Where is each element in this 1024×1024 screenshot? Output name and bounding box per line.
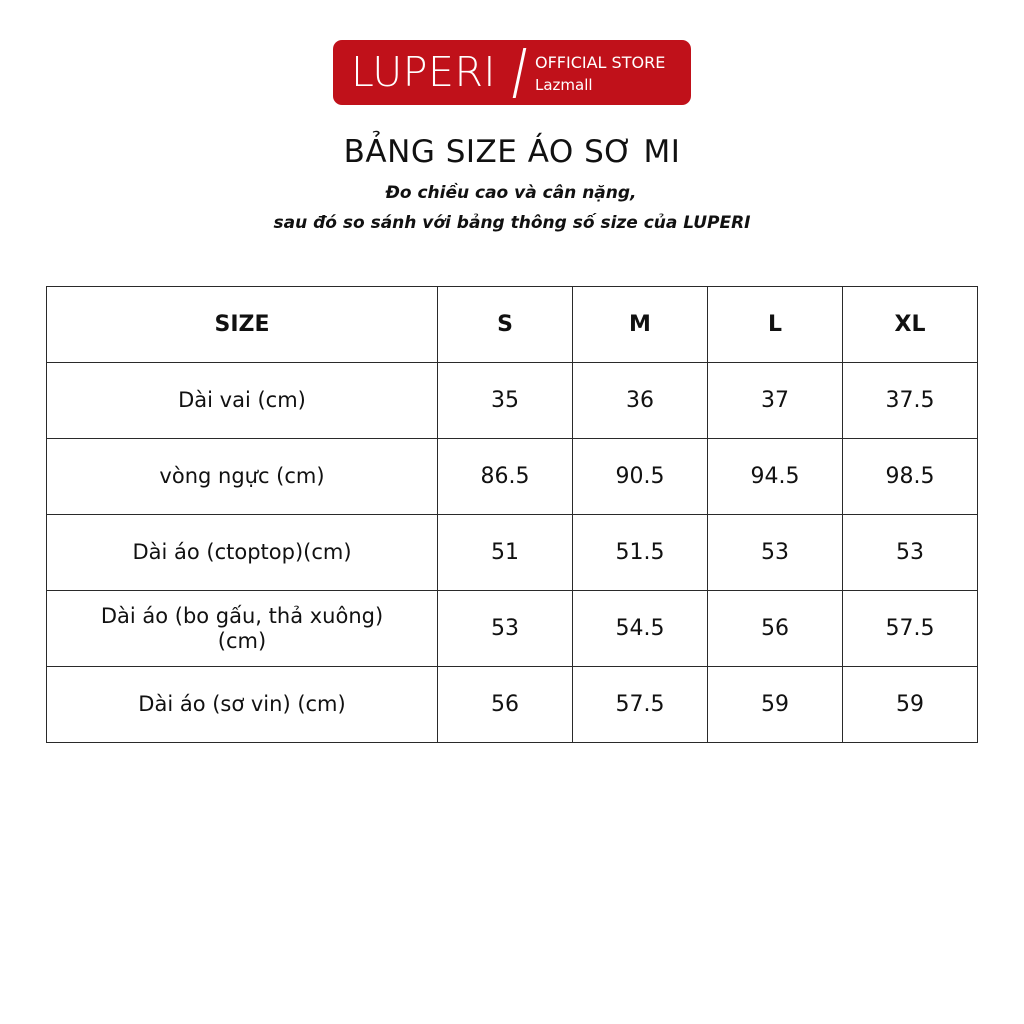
brand-logo (333, 40, 691, 105)
mall-label: Lazmall (535, 76, 593, 94)
brand-name: LUPERI (351, 48, 497, 96)
cell-value: 53 (708, 515, 843, 591)
table-row (47, 439, 978, 515)
row-label: Dài áo (ctoptop)(cm) (47, 515, 438, 591)
cell-value: 36 (573, 363, 708, 439)
row-label: vòng ngực (cm) (47, 439, 438, 515)
cell-value: 57.5 (843, 591, 978, 667)
row-label: Dài áo (sơ vin) (cm) (47, 667, 438, 743)
page-title: BẢNG SIZE ÁO SƠ MI (343, 134, 681, 170)
cell-value: 54.5 (573, 591, 708, 667)
row-label: Dài áo (bo gấu, thả xuông) (cm) (47, 591, 438, 667)
cell-value: 90.5 (573, 439, 708, 515)
cell-value: 94.5 (708, 439, 843, 515)
cell-value: 35 (438, 363, 573, 439)
subtitle-line-1: Đo chiều cao và cân nặng, (385, 183, 637, 203)
cell-value: 37 (708, 363, 843, 439)
table-row (47, 591, 978, 667)
cell-value: 59 (843, 667, 978, 743)
cell-value: 56 (708, 591, 843, 667)
header-size-xl: XL (843, 287, 978, 363)
logo-slash-divider (513, 48, 527, 98)
cell-value: 57.5 (573, 667, 708, 743)
header-row (47, 287, 978, 363)
cell-value: 37.5 (843, 363, 978, 439)
cell-value: 98.5 (843, 439, 978, 515)
header-size-l: L (708, 287, 843, 363)
cell-value: 59 (708, 667, 843, 743)
subtitle-line-2: sau đó so sánh với bảng thông số size của LUPERI (273, 213, 751, 233)
size-table (46, 286, 978, 743)
table-row (47, 363, 978, 439)
header-size-s: S (438, 287, 573, 363)
cell-value: 56 (438, 667, 573, 743)
cell-value: 53 (843, 515, 978, 591)
table-row (47, 515, 978, 591)
cell-value: 51.5 (573, 515, 708, 591)
row-label: Dài vai (cm) (47, 363, 438, 439)
store-label: OFFICIAL STORE (535, 53, 666, 72)
cell-value: 51 (438, 515, 573, 591)
header-size-m: M (573, 287, 708, 363)
table-row (47, 667, 978, 743)
cell-value: 53 (438, 591, 573, 667)
header-size-label: SIZE (47, 287, 438, 363)
cell-value: 86.5 (438, 439, 573, 515)
